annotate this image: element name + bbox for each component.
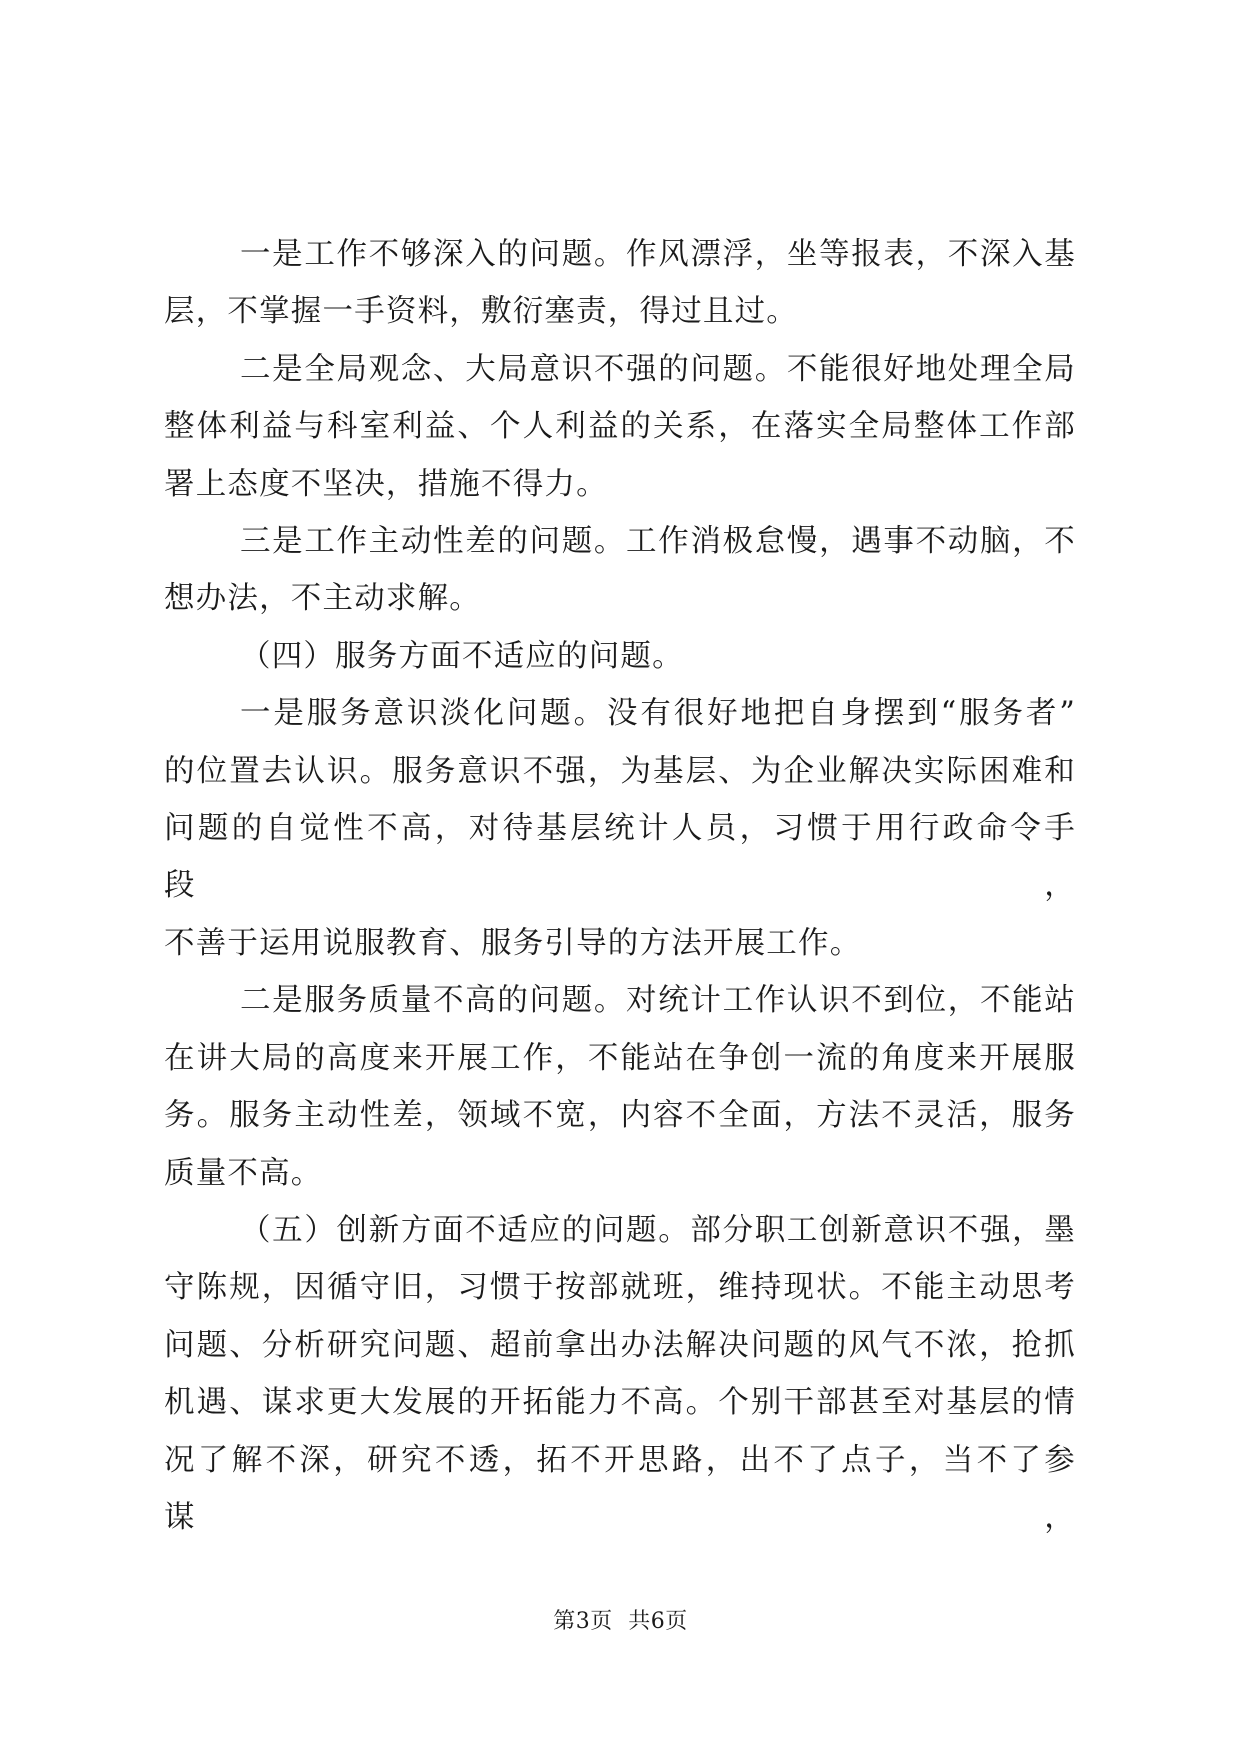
text-line: 不善于运用说服教育、服务引导的方法开展工作。 [164, 925, 862, 961]
text-line: 况了解不深，研究不透，拓不开思路，出不了点子，当不了参谋， [164, 1442, 1076, 1535]
text-line: 二是服务质量不高的问题。对统计工作认识不到位，不能站 [240, 983, 1076, 1019]
total-pages-label: 共6页 [628, 1609, 688, 1634]
text-line: 机遇、谋求更大发展的开拓能力不高。个别干部甚至对基层的情 [164, 1385, 1076, 1421]
paragraph-1 [164, 226, 1076, 341]
text-line: 问题的自觉性不高，对待基层统计人员，习惯于用行政命令手段， [164, 811, 1076, 904]
section-heading-text: （四）服务方面不适应的问题。 [240, 638, 684, 674]
paragraph-3 [164, 513, 1076, 628]
section-heading-4 [164, 628, 1076, 685]
paragraph-2 [164, 341, 1076, 513]
text-line: （五）创新方面不适应的问题。部分职工创新意识不强，墨 [240, 1212, 1076, 1248]
text-line: 署上态度不坚决，措施不得力。 [164, 466, 608, 502]
text-line: 三是工作主动性差的问题。工作消极怠慢，遇事不动脑，不 [240, 524, 1076, 560]
text-line: 务。服务主动性差，领域不宽，内容不全面，方法不灵活，服务 [164, 1098, 1076, 1134]
text-line: 想办法，不主动求解。 [164, 581, 481, 617]
text-line: 二是全局观念、大局意识不强的问题。不能很好地处理全局 [240, 351, 1076, 387]
page-number-label: 第3页 [553, 1609, 613, 1634]
paragraph-6 [164, 972, 1076, 1202]
paragraph-7 [164, 1202, 1076, 1546]
text-line: 在讲大局的高度来开展工作，不能站在争创一流的角度来开展服 [164, 1040, 1076, 1076]
text-line: 层，不掌握一手资料，敷衍塞责，得过且过。 [164, 294, 798, 330]
text-line: 一是服务意识淡化问题。没有很好地把自身摆到“服务者” [240, 696, 1076, 732]
text-line: 一是工作不够深入的问题。作风漂浮，坐等报表，不深入基 [240, 237, 1076, 272]
document-body [164, 226, 1076, 1546]
text-line: 问题、分析研究问题、超前拿出办法解决问题的风气不浓，抢抓 [164, 1327, 1076, 1363]
text-line: 守陈规，因循守旧，习惯于按部就班，维持现状。不能主动思考 [164, 1270, 1076, 1306]
paragraph-5 [164, 685, 1076, 972]
text-line: 的位置去认识。服务意识不强，为基层、为企业解决实际困难和 [164, 753, 1076, 789]
text-line: 整体利益与科室利益、个人利益的关系，在落实全局整体工作部 [164, 409, 1076, 445]
page-footer [0, 1604, 1241, 1635]
text-line: 质量不高。 [164, 1155, 323, 1191]
